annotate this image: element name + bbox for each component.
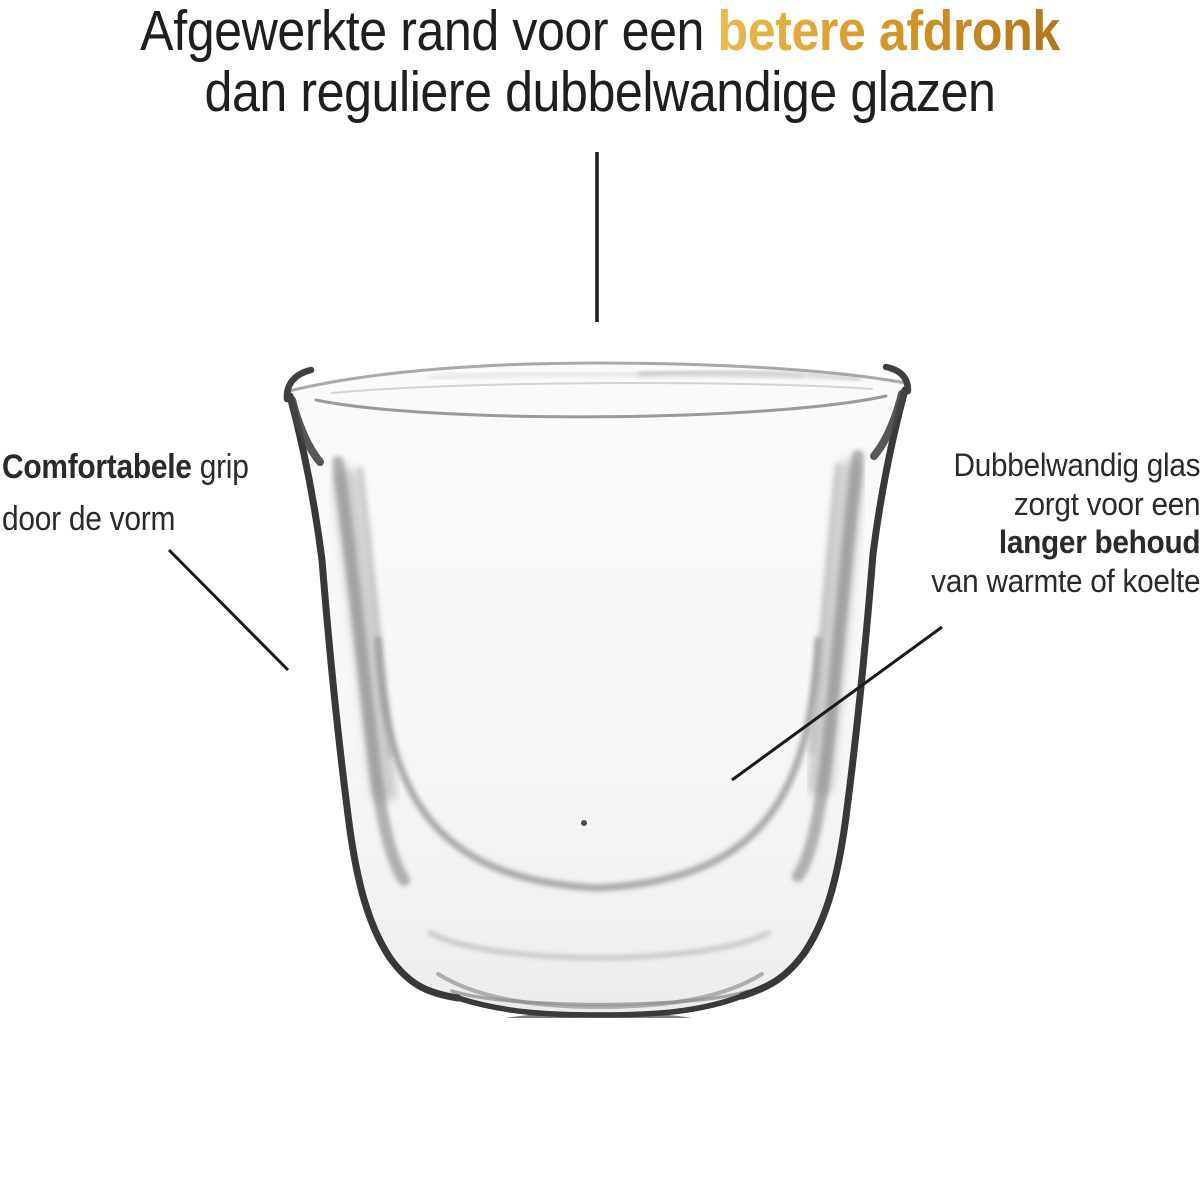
glass-reflection [287,1015,908,1195]
heading-line-1 [72,1,1128,62]
annotation-left-line1-rest: grip [191,448,249,486]
annotation-right-line4: van warmte of koelte [930,562,1200,599]
heading-line-1-text: Afgewerkte rand voor een [140,0,718,63]
heading-line-1-highlight: betere afdronk [717,0,1060,63]
annotation-right-line1: Dubbelwandig glas [953,447,1200,483]
annotation-left [2,441,249,545]
annotation-left-line2: door de vorm [2,500,176,538]
annotation-right [931,446,1200,600]
annotation-left-line1 [2,441,249,493]
glass-speck [581,820,587,826]
heading [72,1,1128,123]
glass-drawing [287,363,908,1015]
annotation-right-line2: zorgt voor een [1013,485,1200,522]
heading-line-2: dan reguliere dubbelwandige glazen [204,60,996,124]
annotation-left-line1-bold: Comfortabele [2,448,192,486]
callout-line-grip [169,550,288,670]
annotation-right-line3: langer behoud [998,524,1200,560]
